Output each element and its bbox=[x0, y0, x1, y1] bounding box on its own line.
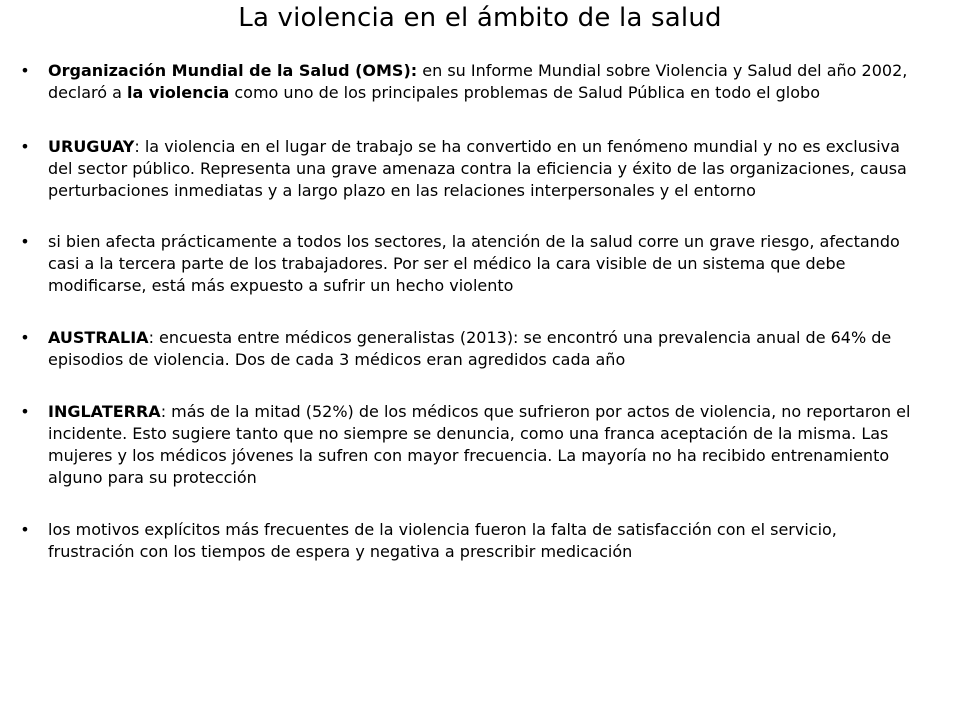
bullet-oms bbox=[18, 60, 918, 104]
bullet-list bbox=[18, 60, 918, 583]
bullet-australia bbox=[18, 327, 918, 371]
bullet-lead-inglaterra: INGLATERRA bbox=[48, 402, 161, 421]
bullet-motivos bbox=[18, 519, 918, 563]
bullet-text-australia: : encuesta entre médicos generalistas (2013): se encontró una prevalencia anual de 64% de episodios de violencia. Dos de cada 3 médicos eran agredidos cada año bbox=[48, 328, 892, 369]
bullet-text-oms-b: como uno de los principales problemas de Salud Pública en todo el globo bbox=[229, 83, 820, 102]
bullet-text-motivos: los motivos explícitos más frecuentes de la violencia fueron la falta de satisfacción con el servicio, frustración con los tiempos de espera y negativa a prescribir medicación bbox=[48, 520, 837, 561]
bullet-lead-uruguay: URUGUAY bbox=[48, 137, 135, 156]
bullet-lead-oms: Organización Mundial de la Salud (OMS) bbox=[48, 61, 411, 80]
bullet-text-oms-a: en su Informe Mundial sobre Violencia y Salud del año 2002, declaró a bbox=[48, 61, 908, 102]
slide-title: La violencia en el ámbito de la salud bbox=[238, 3, 722, 33]
bullet-dot: • bbox=[20, 328, 30, 347]
bullet-text-sectores: si bien afecta prácticamente a todos los sectores, la atención de la salud corre un grave riesgo, afectando casi a la tercera parte de los trabajadores. Por ser el médico la cara visible de un sistema que debe modificarse, está más expuesto a sufrir un hecho violento bbox=[48, 232, 900, 295]
bullet-dot: • bbox=[20, 137, 30, 156]
bullet-dot: • bbox=[20, 402, 30, 421]
bullet-dot: • bbox=[20, 232, 30, 251]
bullet-sep-oms: : bbox=[410, 61, 418, 80]
bullet-lead-australia: AUSTRALIA bbox=[48, 328, 149, 347]
bullet-sectores bbox=[18, 231, 918, 297]
bullet-dot: • bbox=[20, 520, 30, 539]
bullet-dot: • bbox=[20, 61, 30, 80]
bullet-text-inglaterra: : más de la mitad (52%) de los médicos que sufrieron por actos de violencia, no reportaron el incidente. Esto sugiere tanto que no siempre se denuncia, como una franca aceptación de la misma. Las mujeres y los médicos jóvenes la sufren con mayor frecuencia. La mayoría no ha recibido entrenamiento alguno para su protección bbox=[48, 402, 911, 487]
bullet-emph-oms: la violencia bbox=[127, 83, 230, 102]
bullet-inglaterra bbox=[18, 401, 918, 489]
bullet-text-uruguay: : la violencia en el lugar de trabajo se ha convertido en un fenómeno mundial y no es exclusiva del sector público. Representa una grave amenaza contra la eficiencia y éxito de las organizaciones, causa perturbaciones inmediatas y a largo plazo en las relaciones interpersonales y el entorno bbox=[48, 137, 907, 200]
bullet-uruguay bbox=[18, 136, 918, 202]
